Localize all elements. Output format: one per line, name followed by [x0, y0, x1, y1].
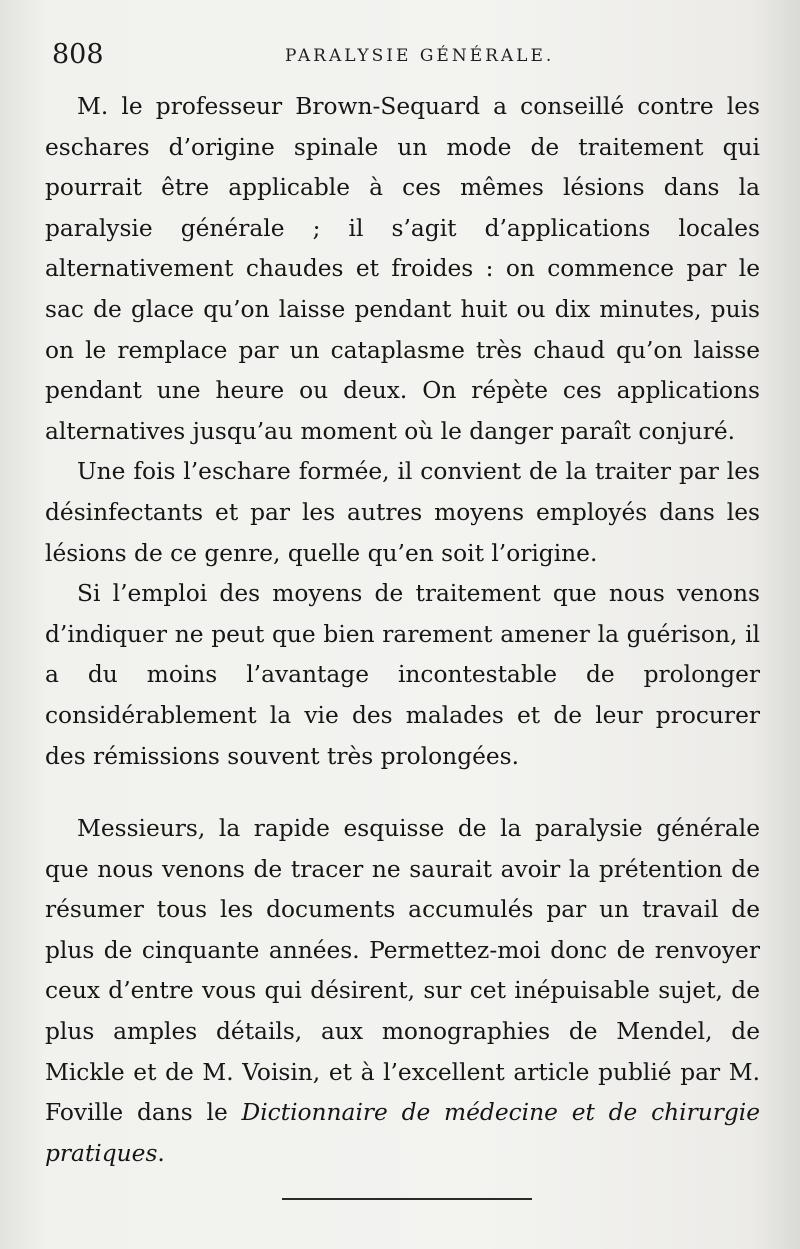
section-end-rule	[282, 1198, 532, 1200]
paragraph: M. le professeur Brown-Sequard a conseillé contre les eschares d’origine spinale un mode de traitement qui pourrait être applicable à ces mêmes lésions dans la paralysie générale ; il s’agit d’applications locales alternativement chaudes et froides : on commence par le sac de glace qu’on laisse pendant huit ou dix minutes, puis on le remplace par un cataplasme très chaud qu’on laisse pendant une heure ou deux. On répète ces applications alternatives jusqu’au moment où le danger paraît conjuré.	[45, 93, 760, 445]
page-header	[52, 38, 762, 72]
paragraph-text: Messieurs, la rapide esquisse de la paralysie générale que nous venons de tracer ne saurait avoir la prétention de résumer tous les documents accumulés par un travail de plus de cinquante années. Permettez-moi donc de renvoyer ceux d’entre vous qui désirent, sur cet inépuisable sujet, de plus amples détails, aux monographies de Mendel, de Mickle et de M. Voisin, et à l’excellent article publié par M. Foville dans le	[45, 815, 760, 1127]
paragraph-end: .	[157, 1139, 165, 1167]
running-title: PARALYSIE GÉNÉRALE.	[285, 46, 555, 66]
paragraph: Si l’emploi des moyens de traitement que nous venons d’indiquer ne peut que bien rarement amener la guérison, il a du moins l’avantage incontestable de prolonger considérablement la vie des malades et de leur procurer des rémissions souvent très prolongées.	[45, 580, 760, 770]
body-text	[45, 87, 760, 1174]
paragraph: Une fois l’eschare formée, il convient de la traiter par les désinfectants et par les autres moyens employés dans les lésions de ce genre, quelle qu’en soit l’origine.	[45, 458, 760, 567]
book-title-reference: Dictionnaire de médecine et de chirurgie pratiques	[45, 1099, 761, 1167]
page-number: 808	[52, 39, 104, 70]
paragraph	[45, 809, 760, 1174]
